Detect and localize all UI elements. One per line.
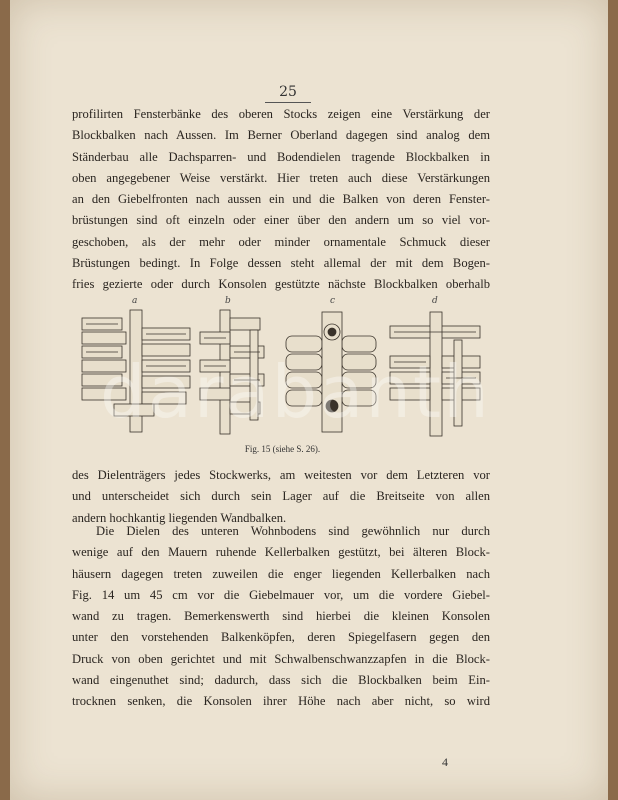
text-line: fries gezierte oder durch Konsolen gestützte nächste Blockbalken oberhalb [72,277,490,292]
text-line: andern hochkantig liegenden Wandbalken. [72,510,287,525]
page-number: 25 [265,84,311,103]
figure-caption: Fig. 15 (siehe S. 26). [244,444,321,454]
watermark: darabanth [100,350,491,434]
paragraph-3 [72,521,490,713]
log-joint-illustration [80,296,485,444]
text-line: oben angegebener Weise verstärkt. Hier treten auch diese Verstärkungen [72,170,490,185]
text-line: des Dielenträgers jedes Stockwerks, am weitesten vor dem Letzteren vor [72,468,490,482]
text-line: brüstungen sind oft einzeln oder einer über den andern um so viel vor- [72,213,490,228]
text-line: Brüstungen bedingt. In Folge dessen steht allemal der mit dem Bogen- [72,256,490,271]
text-line: profilirten Fensterbänke des oberen Stocks zeigen eine Verstärkung der [72,107,490,121]
text-line: unter den vorstehenden Balkenköpfen, deren Spiegelfasern gegen den [72,630,490,645]
text-line: Blockbalken nach Aussen. Im Berner Oberland dagegen sind analog dem [72,128,490,143]
text-line: Druck von oben gerichtet und mit Schwalbenschwanzzapfen in die Block- [72,651,490,666]
signature-mark: 4 [442,755,448,769]
figure-label-c: c [330,296,336,306]
text-line: Die Dielen des unteren Wohnbodens sind gewöhnlich nur durch [96,524,490,538]
text-line: und unterscheidet sich durch sein Lager auf die Breitseite von allen [72,489,490,504]
text-line: wand eingenuthet sind; dadurch, dass sich die Blockbalken beim Ein- [72,673,490,688]
joint-a-drawing [82,310,190,432]
paragraph-2 [72,465,490,529]
figure-label-b: b [225,296,231,306]
book-page [10,0,608,800]
text-line: an den Giebelfronten nach aussen ein und die Balken von deren Fenster- [72,192,490,207]
figure-15 [80,296,485,454]
joint-b-drawing [200,310,264,434]
paragraph-1 [72,104,490,296]
text-line: wand zu tragen. Bemerkenswerth sind hierbei die kleinen Konsolen [72,609,490,624]
text-line: geschoben, als der mehr oder minder ornamentale Schmuck dieser [72,234,490,249]
text-line: wenige auf den Mauern ruhende Kellerbalken gestützt, bei älteren Block- [72,545,490,560]
figure-label-d: d [432,296,438,306]
text-line: Fig. 14 um 45 cm vor die Giebelmauer vor, um die vordere Giebel- [72,587,490,602]
text-line: trocknen senken, die Konsolen ihrer Höhe nach aber nicht, so wird [72,694,490,709]
joint-c-drawing [286,312,376,432]
figure-label-a: a [132,296,138,306]
joint-d-drawing [390,312,480,436]
text-line: häusern dagegen treten zuweilen die enger liegenden Kellerbalken nach [72,566,490,581]
text-line: Ständerbau alle Dachsparren- und Bodendielen tragende Blockbalken in [72,149,490,164]
